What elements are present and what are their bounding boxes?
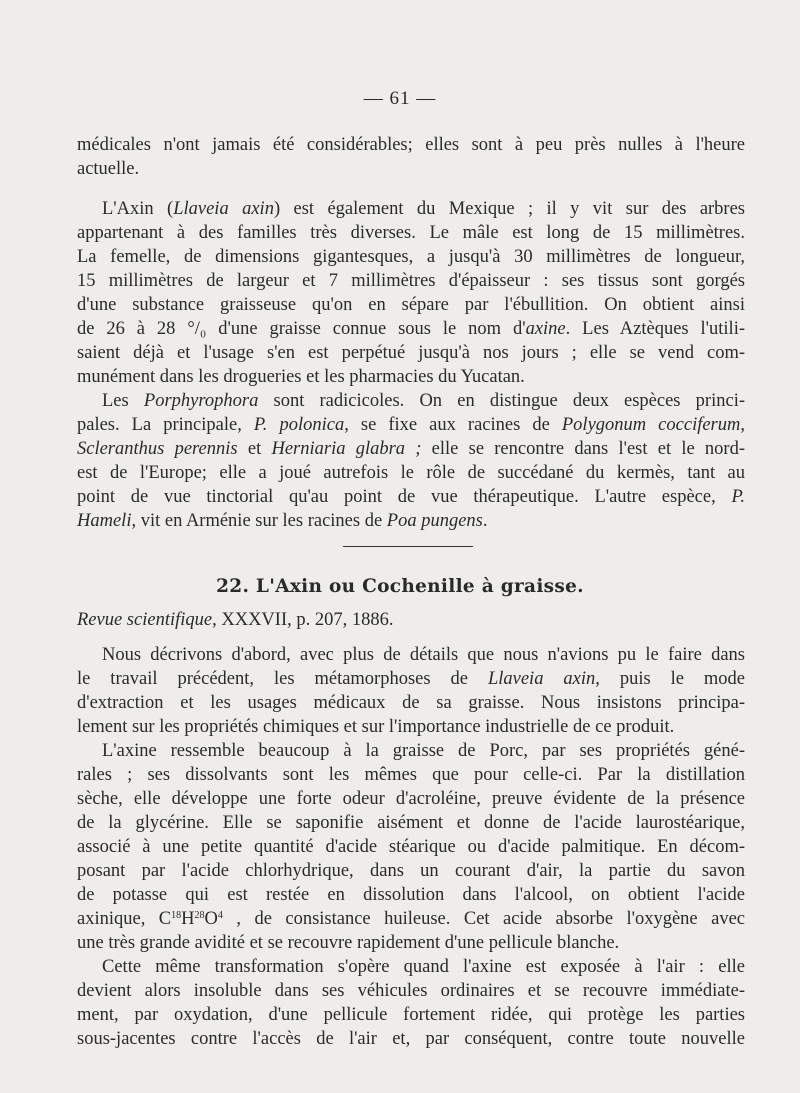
text-line: sous-jacentes contre l'accès de l'air et, par conséquent, contre toute nouvelle bbox=[77, 1029, 745, 1049]
text-line: Nous décrivons d'abord, avec plus de détails que nous n'avions pu le faire dans bbox=[102, 645, 745, 665]
text-line: lement sur les propriétés chimiques et sur l'importance industrielle de ce produit. bbox=[77, 717, 675, 737]
text-line: Les Porphyrophora sont radicicoles. On en distingue deux espèces princi- bbox=[102, 391, 745, 411]
text-line: d'extraction et les usages médicaux de sa graisse. Nous insistons principa- bbox=[77, 693, 745, 713]
text-line: associé à une petite quantité d'acide stéarique ou d'acide palmitique. En décom- bbox=[77, 837, 745, 857]
text-line: sèche, elle développe une forte odeur d'acroléine, preuve évidente de la présence bbox=[77, 789, 745, 809]
page-number: — 61 — bbox=[363, 88, 437, 109]
text-line: de la glycérine. Elle se saponifie aisément et donne de l'acide laurostéarique, bbox=[77, 813, 745, 833]
text-line: saient déjà et l'usage s'en est perpétué jusqu'à nos jours ; elle se vend com- bbox=[77, 343, 745, 363]
text-line: L'axine ressemble beaucoup à la graisse de Porc, par ses propriétés géné- bbox=[102, 741, 745, 761]
bibliographic-reference: Revue scientifique, XXXVII, p. 207, 1886. bbox=[77, 610, 394, 630]
text-line: L'Axin (Llaveia axin) est également du Mexique ; il y vit sur des arbres bbox=[102, 199, 746, 219]
paragraph-oxidation bbox=[77, 955, 745, 1051]
text-line: d'une substance graisseuse qu'on en sépare par l'ébullition. On obtient ainsi bbox=[77, 295, 745, 315]
text-line: rales ; ses dissolvants sont les mêmes que pour celle-ci. Par la distillation bbox=[77, 765, 745, 785]
paragraph-intro bbox=[77, 643, 745, 739]
text-line: actuelle. bbox=[77, 159, 140, 179]
text-line: une très grande avidité et se recouvre rapidement d'une pellicule blanche. bbox=[77, 933, 620, 953]
text-line: Cette même transformation s'opère quand l'axine est exposée à l'air : elle bbox=[102, 957, 745, 977]
text-line: Scleranthus perennis et Herniaria glabra ; elle se rencontre dans l'est et le nord- bbox=[77, 439, 745, 459]
text-line: ment, par oxydation, d'une pellicule fortement ridée, qui protège les parties bbox=[77, 1005, 745, 1025]
text-line: posant par l'acide chlorhydrique, dans un courant d'air, la partie du savon bbox=[77, 861, 745, 881]
text-line: de potasse qui est restée en dissolution dans l'alcool, on obtient l'acide bbox=[77, 885, 745, 905]
text-line: pales. La principale, P. polonica, se fixe aux racines de Polygonum cocciferum, bbox=[77, 415, 745, 435]
paragraph-axin bbox=[77, 197, 745, 389]
paragraph-continuation bbox=[77, 133, 745, 181]
text-line: La femelle, de dimensions gigantesques, a jusqu'à 30 millimètres de longueur, bbox=[77, 247, 745, 267]
paragraph-properties bbox=[77, 739, 745, 955]
text-line: axinique, $C^{18}H^{28}O^4$ , de consistance huileuse. Cet acide absorbe l'oxygène avec bbox=[77, 909, 745, 929]
text-line: médicales n'ont jamais été considérables; elles sont à peu près nulles à l'heure bbox=[77, 135, 745, 155]
text-line: Hameli, vit en Arménie sur les racines de Poa pungens. bbox=[77, 511, 488, 531]
text-line: est de l'Europe; elle a joué autrefois le rôle de succédané du kermès, tant au bbox=[77, 463, 745, 483]
text-line: le travail précédent, les métamorphoses de Llaveia axin, puis le mode bbox=[77, 669, 746, 689]
section-divider bbox=[343, 546, 473, 547]
text-line: munément dans les drogueries et les pharmacies du Yucatan. bbox=[77, 367, 525, 387]
text-line: de 26 à 28 °/₀ d'une graisse connue sous le nom d'axine. Les Aztèques l'utili- bbox=[77, 319, 745, 339]
text-line: 15 millimètres de largeur et 7 millimètres d'épaisseur : ses tissus sont gorgés bbox=[77, 271, 745, 291]
text-line: point de vue tinctorial qu'au point de vue thérapeutique. L'autre espèce, P. bbox=[77, 487, 745, 507]
paragraph-porphyrophora bbox=[77, 389, 745, 533]
text-line: devient alors insoluble dans ses véhicules ordinaires et se recouvre immédiate- bbox=[77, 981, 745, 1001]
section-heading: 22. L'Axin ou Cochenille à graisse. bbox=[216, 576, 584, 597]
text-line: appartenant à des familles très diverses. Le mâle est long de 15 millimètres. bbox=[77, 223, 745, 243]
